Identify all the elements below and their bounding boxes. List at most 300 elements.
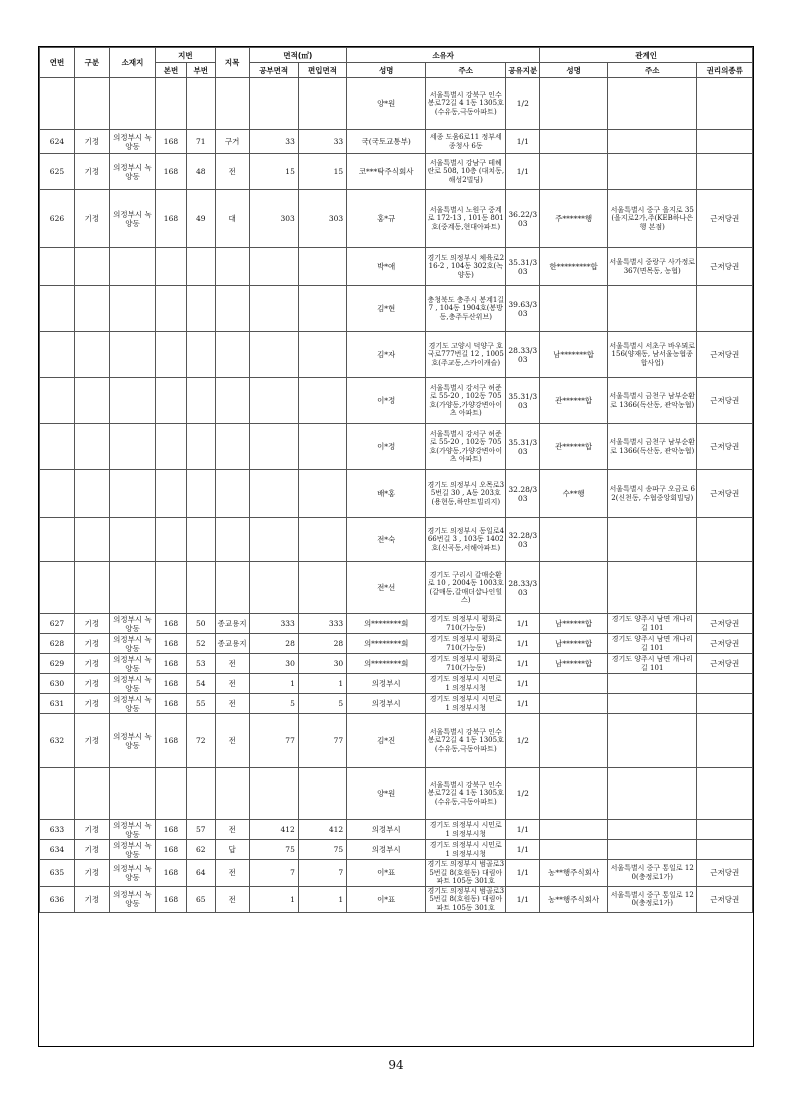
header-rel-name: 성명 [540, 63, 608, 78]
row-owner-address: 서울특별시 강서구 허준로 55-20 , 102동 705호(가양동,가양강변아이츠 아파트) [426, 424, 506, 470]
land-owner-table [39, 47, 753, 913]
table-row [40, 654, 753, 674]
row-area-included: 33 [298, 130, 346, 154]
row-location: 의정부시 녹양동 [109, 130, 155, 154]
row-rel-address [608, 562, 697, 614]
row-area-included: 333 [298, 614, 346, 634]
row-rel-name [540, 714, 608, 768]
row-category [215, 378, 249, 424]
row-owner-name: 이*표 [347, 886, 426, 913]
row-area-included: 30 [298, 654, 346, 674]
row-area-public: 5 [249, 694, 298, 714]
table-row [40, 840, 753, 860]
row-rel-address: 서울특별시 송파구 오금로 62(신천동, 수협중앙회빌딩) [608, 470, 697, 518]
row-type [74, 286, 109, 332]
row-rel-address: 서울특별시 중구 을지로 35(을지로2가,주(KEB하나은행 본점) [608, 190, 697, 248]
row-owner-address: 충청북도 충주시 봉계1길 7 , 104동 1904호(봉방동,충주두산위브) [426, 286, 506, 332]
row-lot-sub: 52 [186, 634, 215, 654]
row-owner-share: 1/1 [506, 634, 540, 654]
row-area-public [249, 78, 298, 130]
row-owner-share: 1/1 [506, 820, 540, 840]
row-owner-name: 김*현 [347, 286, 426, 332]
row-lot-main [156, 518, 187, 562]
row-rel-address [608, 674, 697, 694]
row-rel-address: 서울특별시 중랑구 사가정로 367(면목동, 농협) [608, 248, 697, 286]
row-rel-address: 경기도 양주시 남면 개나리길 101 [608, 654, 697, 674]
row-owner-share: 35.31/303 [506, 248, 540, 286]
row-rel-name: 한*********합 [540, 248, 608, 286]
row-no: 626 [40, 190, 75, 248]
row-owner-share: 35.31/303 [506, 424, 540, 470]
row-owner-share: 35.31/303 [506, 378, 540, 424]
row-owner-name: 김*진 [347, 714, 426, 768]
header-rel-address: 주소 [608, 63, 697, 78]
row-lot-main: 168 [156, 654, 187, 674]
row-area-public: 1 [249, 886, 298, 913]
row-location: 의정부시 녹양동 [109, 714, 155, 768]
row-type: 기정 [74, 190, 109, 248]
row-rel-kind [697, 768, 753, 820]
row-owner-share: 36.22/303 [506, 190, 540, 248]
row-no: 624 [40, 130, 75, 154]
row-type: 기정 [74, 840, 109, 860]
row-owner-address: 경기도 의정부시 평화로 710(가능동) [426, 654, 506, 674]
row-rel-kind [697, 78, 753, 130]
row-rel-address [608, 714, 697, 768]
header-category: 지목 [215, 48, 249, 78]
table-row [40, 470, 753, 518]
row-owner-address: 경기도 의정부시 평화로 710(가능동) [426, 614, 506, 634]
row-no [40, 470, 75, 518]
row-rel-kind [697, 286, 753, 332]
row-no: 632 [40, 714, 75, 768]
row-rel-name [540, 674, 608, 694]
row-owner-name: 의정부시 [347, 674, 426, 694]
header-lot-main: 본번 [156, 63, 187, 78]
row-owner-share: 32.28/303 [506, 518, 540, 562]
row-lot-main: 168 [156, 714, 187, 768]
row-rel-name: 남******합 [540, 634, 608, 654]
row-rel-address: 서울특별시 금천구 남부순환로 1366(독산동, 관악농협) [608, 378, 697, 424]
row-type: 기정 [74, 820, 109, 840]
header-owner-share: 공유지분 [506, 63, 540, 78]
row-category: 전 [215, 674, 249, 694]
row-owner-address: 서울특별시 노원구 중계로 172-13 , 101동 801호(중계동,현대아파트) [426, 190, 506, 248]
row-lot-sub [186, 518, 215, 562]
table-row [40, 424, 753, 470]
row-area-included: 7 [298, 860, 346, 887]
row-type [74, 768, 109, 820]
row-category: 종교용지 [215, 614, 249, 634]
row-type [74, 78, 109, 130]
row-no: 629 [40, 654, 75, 674]
header-owner: 소유자 [347, 48, 540, 63]
row-area-included: 15 [298, 154, 346, 190]
row-lot-sub: 64 [186, 860, 215, 887]
row-area-included: 303 [298, 190, 346, 248]
row-owner-name: 의정부시 [347, 840, 426, 860]
row-owner-address: 서울특별시 강남구 테헤란로 508, 10층 (대치동,해성2빌딩) [426, 154, 506, 190]
row-no [40, 424, 75, 470]
row-lot-sub [186, 424, 215, 470]
row-lot-main: 168 [156, 860, 187, 887]
row-rel-name: 남*******합 [540, 332, 608, 378]
header-lot-sub: 부번 [186, 63, 215, 78]
row-rel-kind: 근저당권 [697, 424, 753, 470]
row-owner-share: 1/2 [506, 714, 540, 768]
row-location: 의정부시 녹양동 [109, 840, 155, 860]
row-no: 628 [40, 634, 75, 654]
row-category [215, 332, 249, 378]
row-area-included [298, 286, 346, 332]
row-lot-main [156, 424, 187, 470]
table-row [40, 886, 753, 913]
row-area-included [298, 518, 346, 562]
row-owner-name: 전*숙 [347, 518, 426, 562]
row-rel-name [540, 694, 608, 714]
row-area-public: 33 [249, 130, 298, 154]
row-rel-name [540, 154, 608, 190]
row-no [40, 518, 75, 562]
row-type: 기정 [74, 634, 109, 654]
header-owner-address: 주소 [426, 63, 506, 78]
row-no: 636 [40, 886, 75, 913]
row-no: 630 [40, 674, 75, 694]
row-area-included: 5 [298, 694, 346, 714]
table-row [40, 860, 753, 887]
row-rel-address [608, 768, 697, 820]
row-rel-kind: 근저당권 [697, 860, 753, 887]
table-row [40, 78, 753, 130]
row-area-public: 75 [249, 840, 298, 860]
row-area-public: 333 [249, 614, 298, 634]
row-lot-sub: 50 [186, 614, 215, 634]
row-rel-address [608, 820, 697, 840]
row-lot-sub [186, 286, 215, 332]
row-owner-name: 의********회 [347, 654, 426, 674]
row-owner-name: 박*애 [347, 248, 426, 286]
row-no [40, 378, 75, 424]
row-rel-address [608, 840, 697, 860]
row-location: 의정부시 녹양동 [109, 614, 155, 634]
row-owner-address: 서울특별시 강북구 인수봉로72길 4 1동 1305호(수유동,극동아파트) [426, 78, 506, 130]
row-location: 의정부시 녹양동 [109, 694, 155, 714]
row-lot-main: 168 [156, 886, 187, 913]
row-location [109, 78, 155, 130]
row-category: 전 [215, 154, 249, 190]
table-row [40, 562, 753, 614]
row-area-public: 303 [249, 190, 298, 248]
row-rel-address: 서울특별시 서초구 바우뫼로 156(양재동, 남서울농협종합사업) [608, 332, 697, 378]
row-lot-main: 168 [156, 154, 187, 190]
row-location [109, 424, 155, 470]
row-lot-sub [186, 562, 215, 614]
row-type: 기정 [74, 130, 109, 154]
table-row [40, 674, 753, 694]
row-area-included [298, 248, 346, 286]
row-lot-sub [186, 248, 215, 286]
row-location [109, 248, 155, 286]
row-owner-share: 1/1 [506, 694, 540, 714]
row-category [215, 248, 249, 286]
row-rel-name [540, 768, 608, 820]
row-owner-name: 이*정 [347, 424, 426, 470]
row-owner-address: 서울특별시 강북구 인수봉로72길 4 1동 1305호(수유동,극동아파트) [426, 768, 506, 820]
table-row [40, 614, 753, 634]
row-location [109, 768, 155, 820]
row-category [215, 286, 249, 332]
row-rel-name: 수**행 [540, 470, 608, 518]
row-rel-address: 경기도 양주시 남면 개나리길 101 [608, 614, 697, 634]
table-row [40, 694, 753, 714]
row-owner-share: 1/2 [506, 78, 540, 130]
table-row [40, 768, 753, 820]
row-rel-name [540, 562, 608, 614]
row-rel-kind [697, 562, 753, 614]
row-rel-kind [697, 714, 753, 768]
row-area-included: 412 [298, 820, 346, 840]
row-owner-address: 경기도 의정부시 평화로 710(가능동) [426, 634, 506, 654]
row-area-public: 412 [249, 820, 298, 840]
row-rel-name [540, 820, 608, 840]
row-rel-kind: 근저당권 [697, 470, 753, 518]
row-type: 기정 [74, 154, 109, 190]
row-rel-name [540, 78, 608, 130]
row-category [215, 78, 249, 130]
row-type [74, 518, 109, 562]
row-rel-kind: 근저당권 [697, 886, 753, 913]
row-owner-address: 경기도 의정부시 체육로216-2 , 104동 302호(녹양동) [426, 248, 506, 286]
row-owner-address: 경기도 의정부시 시민로 1 의정부시청 [426, 840, 506, 860]
row-owner-name: 의********회 [347, 634, 426, 654]
row-owner-share: 1/2 [506, 768, 540, 820]
header-no: 연번 [40, 48, 75, 78]
row-type: 기정 [74, 614, 109, 634]
row-owner-address: 경기도 고양시 덕양구 호국로777번길 12 , 1005호(주교동,스카이캐슬) [426, 332, 506, 378]
header-type: 구분 [74, 48, 109, 78]
row-owner-name: 국(국토교통부) [347, 130, 426, 154]
row-rel-kind [697, 694, 753, 714]
row-area-included [298, 562, 346, 614]
header-owner-name: 성명 [347, 63, 426, 78]
row-area-public [249, 378, 298, 424]
row-rel-kind: 근저당권 [697, 248, 753, 286]
row-type: 기정 [74, 860, 109, 887]
row-rel-kind [697, 820, 753, 840]
table-body [40, 78, 753, 913]
row-area-public [249, 768, 298, 820]
row-lot-sub [186, 332, 215, 378]
row-lot-sub: 57 [186, 820, 215, 840]
row-lot-sub [186, 470, 215, 518]
row-no: 633 [40, 820, 75, 840]
row-owner-name: 의********회 [347, 614, 426, 634]
row-type [74, 424, 109, 470]
row-owner-name: 양*원 [347, 78, 426, 130]
row-lot-main [156, 768, 187, 820]
row-rel-kind: 근저당권 [697, 190, 753, 248]
header-location: 소재지 [109, 48, 155, 78]
row-category: 구거 [215, 130, 249, 154]
row-owner-address: 경기도 의정부시 시민로 1 의정부시청 [426, 694, 506, 714]
row-rel-address [608, 130, 697, 154]
row-owner-share: 1/1 [506, 674, 540, 694]
row-rel-kind: 근저당권 [697, 378, 753, 424]
row-location: 의정부시 녹양동 [109, 674, 155, 694]
row-rel-address: 경기도 양주시 남면 개나리길 101 [608, 634, 697, 654]
row-lot-main [156, 378, 187, 424]
header-lot: 지번 [156, 48, 216, 63]
header-area: 면적(㎡) [249, 48, 347, 63]
row-category: 전 [215, 886, 249, 913]
row-category [215, 768, 249, 820]
row-area-public [249, 248, 298, 286]
row-area-public [249, 470, 298, 518]
row-owner-name: 이*정 [347, 378, 426, 424]
row-category [215, 424, 249, 470]
row-lot-sub [186, 768, 215, 820]
row-area-included: 75 [298, 840, 346, 860]
row-lot-sub: 62 [186, 840, 215, 860]
row-lot-sub: 53 [186, 654, 215, 674]
row-category [215, 518, 249, 562]
row-no [40, 286, 75, 332]
row-owner-share: 1/1 [506, 614, 540, 634]
row-type [74, 470, 109, 518]
row-owner-share: 1/1 [506, 860, 540, 887]
row-rel-kind [697, 154, 753, 190]
row-area-included: 1 [298, 674, 346, 694]
row-area-included [298, 332, 346, 378]
row-category [215, 470, 249, 518]
row-area-included [298, 768, 346, 820]
row-area-public: 77 [249, 714, 298, 768]
row-owner-share: 28.33/303 [506, 332, 540, 378]
row-rel-name: 남******합 [540, 654, 608, 674]
row-lot-main [156, 562, 187, 614]
row-location: 의정부시 녹양동 [109, 190, 155, 248]
row-lot-sub [186, 378, 215, 424]
row-location [109, 470, 155, 518]
row-area-included: 28 [298, 634, 346, 654]
row-area-public [249, 518, 298, 562]
row-rel-name: 관******합 [540, 378, 608, 424]
table-row [40, 820, 753, 840]
row-rel-address [608, 154, 697, 190]
row-rel-name [540, 518, 608, 562]
row-rel-address [608, 78, 697, 130]
row-owner-address: 경기도 의정부시 시민로 1 의정부시청 [426, 820, 506, 840]
row-location: 의정부시 녹양동 [109, 154, 155, 190]
row-category: 전 [215, 654, 249, 674]
row-no [40, 562, 75, 614]
row-no [40, 332, 75, 378]
row-lot-sub: 55 [186, 694, 215, 714]
row-lot-main [156, 332, 187, 378]
row-area-public: 30 [249, 654, 298, 674]
row-owner-address: 경기도 의정부시 범골로35번길 8(호원동) 대림아파트 105동 301호 [427, 886, 505, 912]
row-lot-main: 168 [156, 634, 187, 654]
row-owner-share: 1/1 [506, 130, 540, 154]
row-owner-address: 경기도 구리시 갈매순환로 10 , 2004동 1003호(갈매동,갈매더샵나인힐스) [426, 562, 506, 614]
row-owner-address: 경기도 의정부시 시민로 1 의정부시청 [426, 674, 506, 694]
row-category: 전 [215, 820, 249, 840]
row-lot-main [156, 78, 187, 130]
row-location [109, 332, 155, 378]
row-rel-address [608, 518, 697, 562]
row-lot-sub: 49 [186, 190, 215, 248]
table-row [40, 332, 753, 378]
row-rel-kind: 근저당권 [697, 614, 753, 634]
row-lot-main: 168 [156, 820, 187, 840]
row-category: 종교용지 [215, 634, 249, 654]
row-owner-address: 경기도 의정부시 동일로466번길 3 , 103동 1402호(신곡동,서해아파트) [426, 518, 506, 562]
row-area-included: 77 [298, 714, 346, 768]
page-number: 94 [388, 1058, 404, 1072]
row-owner-address: 경기도 의정부시 범골로35번길 8(호원동) 대림아파트 105동 301호 [427, 860, 505, 885]
row-lot-sub: 48 [186, 154, 215, 190]
row-owner-share: 39.63/303 [506, 286, 540, 332]
row-location [109, 378, 155, 424]
row-rel-kind [697, 674, 753, 694]
row-rel-name [540, 286, 608, 332]
row-rel-kind: 근저당권 [697, 332, 753, 378]
row-category: 전 [215, 860, 249, 887]
row-location: 의정부시 녹양동 [109, 820, 155, 840]
row-type: 기정 [74, 654, 109, 674]
row-lot-sub: 71 [186, 130, 215, 154]
row-category: 대 [215, 190, 249, 248]
table-row [40, 190, 753, 248]
row-owner-name: 의정부시 [347, 694, 426, 714]
table-row [40, 634, 753, 654]
table-row [40, 378, 753, 424]
row-owner-address: 서울특별시 강서구 허준로 55-20 , 102동 705호(가양동,가양강변아이츠 아파트) [426, 378, 506, 424]
table-row [40, 154, 753, 190]
row-lot-main [156, 470, 187, 518]
row-lot-sub: 72 [186, 714, 215, 768]
row-rel-address: 서울특별시 중구 통일로 120(충정로1가) [608, 886, 697, 913]
row-owner-address: 경기도 의정부시 오목로35번길 30 , A동 203호(용현동,하얀트빌리지) [426, 470, 506, 518]
row-no: 635 [40, 860, 75, 887]
row-rel-address [608, 286, 697, 332]
row-rel-name: 남******합 [540, 614, 608, 634]
row-area-public [249, 424, 298, 470]
row-type: 기정 [74, 714, 109, 768]
row-location: 의정부시 녹양동 [109, 654, 155, 674]
row-rel-name [540, 130, 608, 154]
row-lot-sub: 65 [186, 886, 215, 913]
row-owner-address: 서울특별시 강북구 인수봉로72길 4 1동 1305호(수유동,극동아파트) [426, 714, 506, 768]
row-lot-main [156, 286, 187, 332]
row-rel-kind: 근저당권 [697, 634, 753, 654]
row-lot-main: 168 [156, 190, 187, 248]
row-rel-address: 서울특별시 중구 통일로 120(충정로1가) [608, 860, 697, 887]
row-category: 전 [215, 714, 249, 768]
row-owner-name: 배*홍 [347, 470, 426, 518]
row-owner-share: 1/1 [506, 154, 540, 190]
row-location: 의정부시 녹양동 [109, 634, 155, 654]
row-no [40, 78, 75, 130]
row-lot-main: 168 [156, 840, 187, 860]
row-owner-name: 의정부시 [347, 820, 426, 840]
row-no: 631 [40, 694, 75, 714]
row-owner-address: 세종 도움6로11 정부세종청사 6동 [426, 130, 506, 154]
row-rel-name: 농**행주식회사 [540, 886, 608, 913]
row-no [40, 768, 75, 820]
document-frame [38, 46, 754, 1047]
row-lot-sub: 54 [186, 674, 215, 694]
